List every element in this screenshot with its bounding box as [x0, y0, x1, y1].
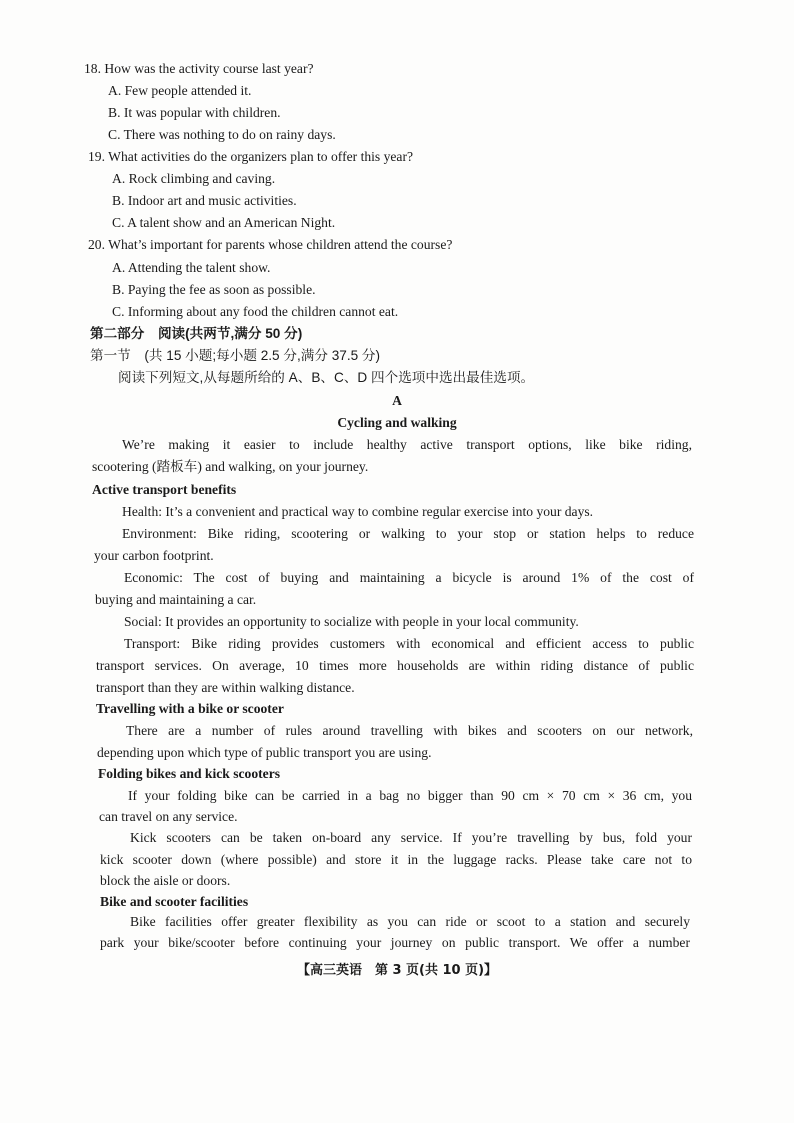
- kick-3: block the aisle or doors.: [100, 873, 231, 888]
- benefit-health: Health: It’s a convenient and practical way to combine regular exercise into your days.: [122, 504, 594, 519]
- question-18-option-c: C. There was nothing to do on rainy days.: [108, 127, 336, 142]
- facilities-1: Bike facilities offer greater flexibility as you can ride or scoot to a station and securely: [130, 914, 690, 929]
- travelling-2: depending upon which type of public transport you are using.: [97, 745, 432, 760]
- instruction: 阅读下列短文,从每题所给的 A、B、C、D 四个选项中选出最佳选项。: [118, 370, 535, 385]
- benefit-environment-1: Environment: Bike riding, scootering or walking to your stop or station helps to reduce: [122, 526, 694, 541]
- benefit-social: Social: It provides an opportunity to socialize with people in your local community.: [124, 614, 579, 629]
- benefit-transport-2: transport services. On average, 10 times more households are within riding distance of public: [96, 658, 694, 673]
- benefit-economic-2: buying and maintaining a car.: [95, 592, 257, 607]
- heading-folding: Folding bikes and kick scooters: [98, 766, 281, 781]
- sub-heading: 第一节 (共 15 小题;每小题 2.5 分,满分 37.5 分): [90, 348, 381, 363]
- heading-facilities: Bike and scooter facilities: [100, 894, 249, 909]
- benefit-economic-1: Economic: The cost of buying and maintaining a bicycle is around 1% of the cost of: [124, 570, 694, 585]
- kick-2: kick scooter down (where possible) and store it in the luggage racks. Please take care not to: [100, 852, 692, 867]
- facilities-2: park your bike/scooter before continuing your journey on public transport. We offer a number: [100, 935, 690, 950]
- folding-1: If your folding bike can be carried in a bag no bigger than 90 cm × 70 cm × 36 cm, you: [128, 788, 692, 803]
- question-20-option-b: B. Paying the fee as soon as possible.: [112, 282, 316, 297]
- folding-2: can travel on any service.: [99, 809, 238, 824]
- heading-travelling: Travelling with a bike or scooter: [96, 701, 284, 716]
- travelling-1: There are a number of rules around travelling with bikes and scooters on our network,: [126, 723, 693, 738]
- question-19-option-a: A. Rock climbing and caving.: [112, 171, 276, 186]
- intro-line-1: We’re making it easier to include healthy active transport options, like bike riding,: [122, 437, 692, 452]
- question-18-stem: 18. How was the activity course last year?: [84, 61, 314, 76]
- question-20-stem: 20. What’s important for parents whose children attend the course?: [88, 237, 453, 252]
- question-19-option-b: B. Indoor art and music activities.: [112, 193, 297, 208]
- question-18-option-a: A. Few people attended it.: [108, 83, 252, 98]
- benefit-transport-3: transport than they are within walking distance.: [96, 680, 355, 695]
- benefit-transport-1: Transport: Bike riding provides customers with economical and efficient access to public: [124, 636, 694, 651]
- part-heading: 第二部分 阅读(共两节,满分 50 分): [90, 326, 303, 341]
- passage-letter: A: [392, 393, 402, 408]
- kick-1: Kick scooters can be taken on-board any service. If you’re travelling by bus, fold your: [130, 830, 692, 845]
- page-footer: 【高三英语 第 3 页(共 10 页)】: [296, 963, 498, 978]
- benefit-environment-2: your carbon footprint.: [94, 548, 214, 563]
- question-19-option-c: C. A talent show and an American Night.: [112, 215, 336, 230]
- question-20-option-a: A. Attending the talent show.: [112, 260, 271, 275]
- question-20-option-c: C. Informing about any food the children cannot eat.: [112, 304, 399, 319]
- passage-title: Cycling and walking: [337, 415, 457, 430]
- question-19-stem: 19. What activities do the organizers plan to offer this year?: [88, 149, 414, 164]
- question-18-option-b: B. It was popular with children.: [108, 105, 281, 120]
- heading-benefits: Active transport benefits: [92, 482, 237, 497]
- intro-line-2: scootering (踏板车) and walking, on your journey.: [92, 459, 369, 474]
